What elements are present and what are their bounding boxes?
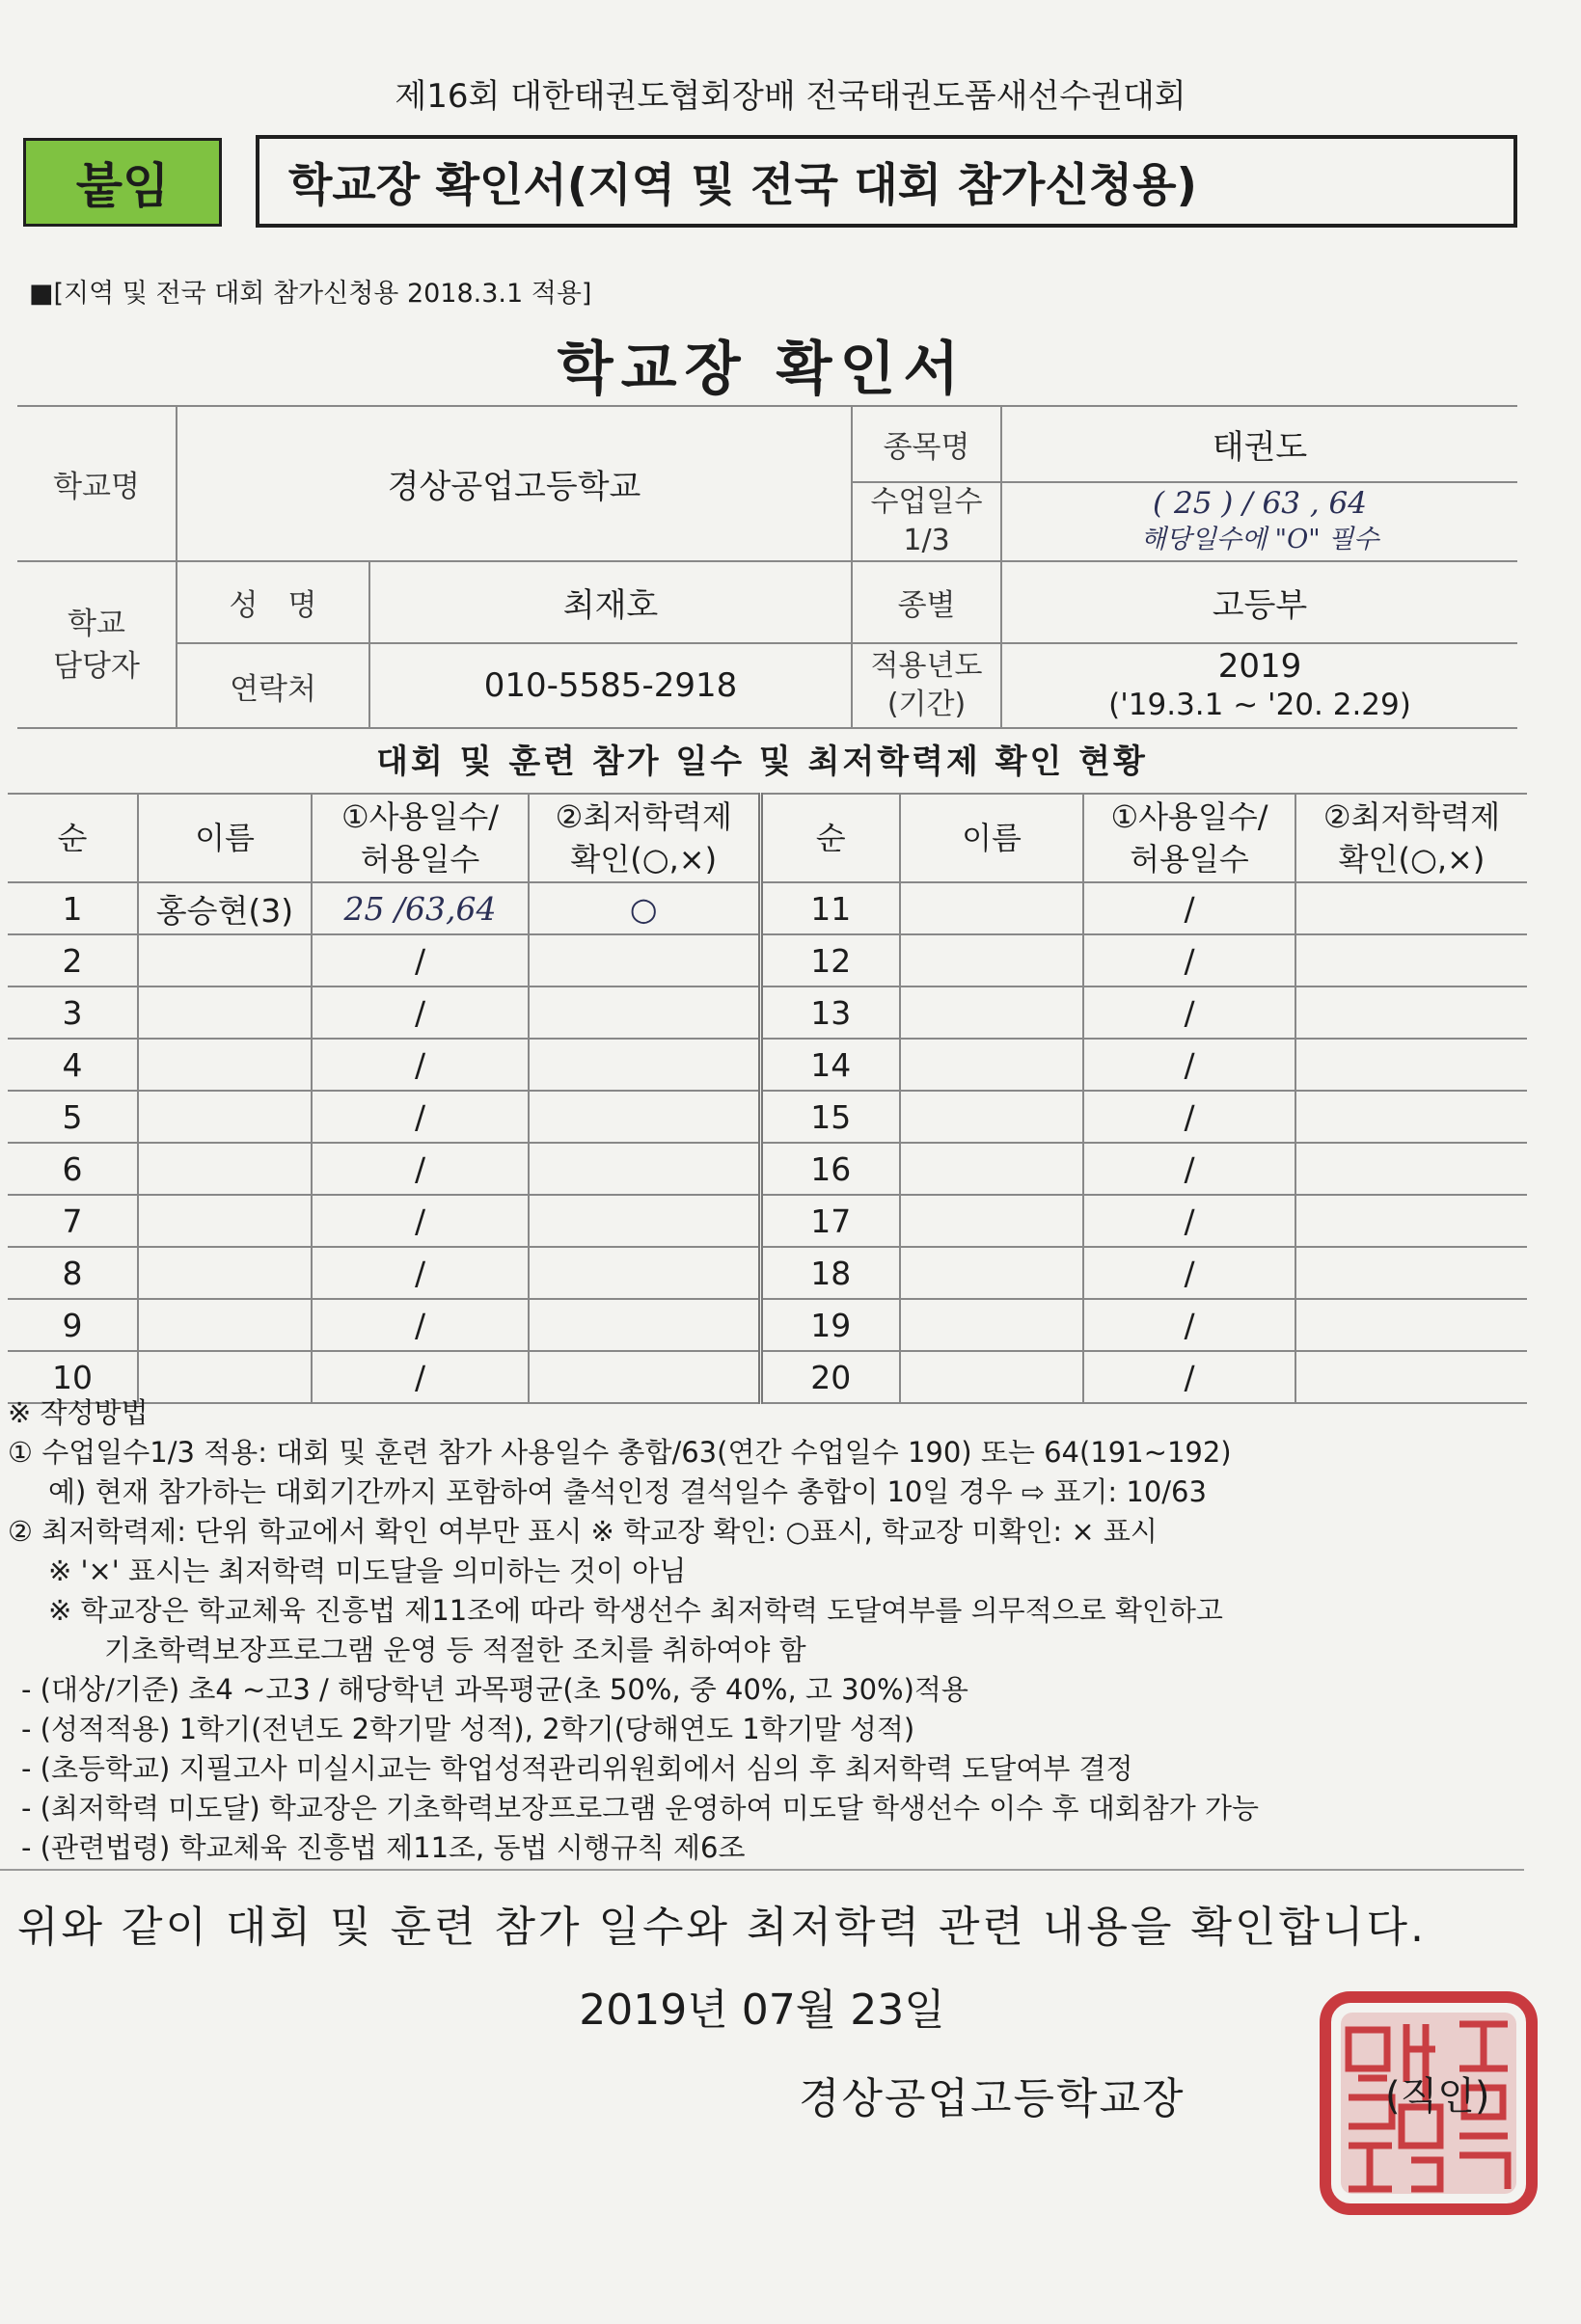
days-used: / bbox=[1083, 1299, 1295, 1351]
table-row bbox=[8, 934, 1527, 986]
row-number: 1 bbox=[8, 882, 138, 934]
row-number: 19 bbox=[760, 1299, 900, 1351]
roster-table bbox=[8, 793, 1527, 1404]
class-days-label bbox=[852, 482, 1001, 561]
min-academic-check bbox=[529, 1195, 760, 1247]
row-number: 10 bbox=[8, 1351, 138, 1403]
note-item: 예) 현재 참가하는 대회기간까지 포함하여 출석인정 결석일수 총합이 10일 경우 ⇨ 표기: 10/63 bbox=[48, 1475, 1207, 1508]
manager-name: 최재호 bbox=[369, 561, 852, 643]
row-number: 11 bbox=[760, 882, 900, 934]
divider bbox=[0, 1869, 1524, 1871]
days-used: / bbox=[1083, 1039, 1295, 1091]
class-days-value: ( 25 ) / 63 , 64 bbox=[1153, 486, 1367, 521]
student-name bbox=[900, 934, 1083, 986]
header-no-right: 순 bbox=[760, 794, 900, 882]
class-days-label-line1: 수업일수 bbox=[870, 485, 983, 519]
student-name bbox=[138, 1143, 312, 1195]
header-check-right-line2: 확인(○,×) bbox=[1338, 841, 1486, 878]
days-used: / bbox=[1083, 1143, 1295, 1195]
info-table bbox=[17, 405, 1517, 729]
note-item: - (성적적용) 1학기(전년도 2학기말 성적), 2학기(당해연도 1학기말 성적) bbox=[21, 1713, 915, 1745]
contact-label: 연락처 bbox=[177, 643, 369, 728]
manager-label-line2: 담당자 bbox=[53, 648, 140, 684]
row-number: 5 bbox=[8, 1091, 138, 1143]
days-used: / bbox=[1083, 1091, 1295, 1143]
event-title: 제16회 대한태권도협회장배 전국태권도품새선수권대회 bbox=[395, 77, 1186, 116]
days-used: / bbox=[1083, 986, 1295, 1039]
row-number: 13 bbox=[760, 986, 900, 1039]
row-number: 4 bbox=[8, 1039, 138, 1091]
note-item: 기초학력보장프로그램 운영 등 적절한 조치를 취하여야 함 bbox=[104, 1634, 806, 1666]
row-number: 2 bbox=[8, 934, 138, 986]
min-academic-check bbox=[1295, 1091, 1527, 1143]
confirmation-text: 위와 같이 대회 및 훈련 참가 일수와 최저학력 관련 내용을 확인합니다. bbox=[17, 1903, 1427, 1952]
year-value: 2019 bbox=[1217, 647, 1302, 686]
row-number: 8 bbox=[8, 1247, 138, 1299]
days-used: / bbox=[1083, 1247, 1295, 1299]
header-days-line2: 허용일수 bbox=[360, 841, 480, 878]
student-name bbox=[900, 1195, 1083, 1247]
class-days-cell bbox=[1001, 482, 1517, 561]
header-days-right bbox=[1083, 794, 1295, 882]
days-used: / bbox=[312, 1143, 529, 1195]
year-label-line2: (기간) bbox=[886, 688, 967, 721]
table-row bbox=[8, 882, 1527, 934]
row-number: 9 bbox=[8, 1299, 138, 1351]
table-row bbox=[8, 1143, 1527, 1195]
min-academic-check bbox=[1295, 1143, 1527, 1195]
student-name bbox=[900, 1247, 1083, 1299]
note-item: - (대상/기준) 초4 ~고3 / 해당학년 과목평균(초 50%, 중 40%, 고 30%)적용 bbox=[21, 1673, 968, 1706]
student-name bbox=[138, 986, 312, 1039]
days-used: / bbox=[1083, 934, 1295, 986]
student-name bbox=[138, 1195, 312, 1247]
principal-signature: 경상공업고등학교장 bbox=[799, 2074, 1186, 2123]
class-days-note: 해당일수에 "O" 필수 bbox=[1140, 525, 1379, 554]
min-academic-check bbox=[529, 1299, 760, 1351]
note-item: ① 수업일수1/3 적용: 대회 및 훈련 참가 사용일수 총합/63(연간 수업일수 190) 또는 64(191~192) bbox=[8, 1436, 1232, 1469]
header-check bbox=[529, 794, 760, 882]
issue-date: 2019년 07월 23일 bbox=[579, 1986, 945, 2035]
row-number: 14 bbox=[760, 1039, 900, 1091]
student-name bbox=[138, 1299, 312, 1351]
days-used: / bbox=[312, 1195, 529, 1247]
student-name bbox=[900, 1091, 1083, 1143]
attachment-badge: 붙임 bbox=[23, 138, 222, 227]
school-name: 경상공업고등학교 bbox=[177, 406, 852, 561]
note-item: - (최저학력 미도달) 학교장은 기초학력보장프로그램 운영하여 미도달 학생선수 이수 후 대회참가 가능 bbox=[21, 1792, 1260, 1824]
header-days bbox=[312, 794, 529, 882]
days-used: 25 /63,64 bbox=[312, 882, 529, 934]
year-label-line1: 적용년도 bbox=[870, 649, 983, 683]
min-academic-check bbox=[1295, 1195, 1527, 1247]
table-row bbox=[8, 1247, 1527, 1299]
header-check-line1: ②최저학력제 bbox=[555, 798, 732, 835]
days-used: / bbox=[312, 1039, 529, 1091]
event-label: 종목명 bbox=[852, 406, 1001, 482]
student-name bbox=[900, 1143, 1083, 1195]
days-used: / bbox=[312, 1247, 529, 1299]
document-title: 학교장 확인서 bbox=[557, 336, 968, 403]
header-check-right-line1: ②최저학력제 bbox=[1322, 798, 1501, 835]
section-title: 대회 및 훈련 참가 일수 및 최저학력제 확인 현황 bbox=[376, 743, 1148, 781]
min-academic-check bbox=[1295, 882, 1527, 934]
event-value: 태권도 bbox=[1001, 406, 1517, 482]
student-name bbox=[900, 882, 1083, 934]
class-days-label-line2: 1/3 bbox=[903, 524, 950, 557]
school-label: 학교명 bbox=[17, 406, 177, 561]
student-name bbox=[138, 1247, 312, 1299]
form-title: 학교장 확인서(지역 및 전국 대회 참가신청용) bbox=[288, 158, 1198, 212]
min-academic-check bbox=[529, 986, 760, 1039]
year-label bbox=[852, 643, 1001, 728]
manager-label-line1: 학교 bbox=[68, 606, 125, 641]
header-name-right: 이름 bbox=[900, 794, 1083, 882]
division-label: 종별 bbox=[852, 561, 1001, 643]
header-no: 순 bbox=[8, 794, 138, 882]
note-item: ② 최저학력제: 단위 학교에서 확인 여부만 표시 ※ 학교장 확인: ○표시, 학교장 미확인: × 표시 bbox=[8, 1515, 1158, 1548]
row-number: 6 bbox=[8, 1143, 138, 1195]
note-item: ※ '×' 표시는 최저학력 미도달을 의미하는 것이 아님 bbox=[48, 1554, 687, 1587]
student-name bbox=[900, 1039, 1083, 1091]
days-used: / bbox=[312, 1351, 529, 1403]
contact-value: 010-5585-2918 bbox=[369, 643, 852, 728]
row-number: 17 bbox=[760, 1195, 900, 1247]
min-academic-check bbox=[1295, 986, 1527, 1039]
row-number: 7 bbox=[8, 1195, 138, 1247]
header-check-right bbox=[1295, 794, 1527, 882]
student-name bbox=[138, 1091, 312, 1143]
student-name bbox=[138, 1039, 312, 1091]
apply-note: ■[지역 및 전국 대회 참가신청용 2018.3.1 적용] bbox=[29, 279, 592, 309]
header-check-line2: 확인(○,×) bbox=[570, 841, 718, 878]
min-academic-check bbox=[529, 1247, 760, 1299]
days-used: / bbox=[312, 1299, 529, 1351]
table-row bbox=[8, 1039, 1527, 1091]
days-used: / bbox=[1083, 882, 1295, 934]
student-name bbox=[900, 986, 1083, 1039]
row-number: 18 bbox=[760, 1247, 900, 1299]
student-name: 홍승현(3) bbox=[138, 882, 312, 934]
min-academic-check bbox=[1295, 934, 1527, 986]
min-academic-check bbox=[529, 1143, 760, 1195]
days-used: / bbox=[312, 1091, 529, 1143]
min-academic-check bbox=[529, 1039, 760, 1091]
min-academic-check: ○ bbox=[529, 882, 760, 934]
days-used: / bbox=[312, 986, 529, 1039]
seal-label: (직인) bbox=[1385, 2074, 1490, 2119]
table-row bbox=[8, 986, 1527, 1039]
min-academic-check bbox=[1295, 1039, 1527, 1091]
form-title-box bbox=[256, 135, 1517, 228]
header-days-right-line2: 허용일수 bbox=[1130, 841, 1249, 878]
table-row bbox=[8, 1195, 1527, 1247]
days-used: / bbox=[1083, 1195, 1295, 1247]
year-cell bbox=[1001, 643, 1517, 728]
table-row bbox=[8, 1299, 1527, 1351]
header-days-line1: ①사용일수/ bbox=[341, 798, 500, 835]
row-number: 16 bbox=[760, 1143, 900, 1195]
row-number: 20 bbox=[760, 1351, 900, 1403]
days-used: / bbox=[312, 934, 529, 986]
row-number: 12 bbox=[760, 934, 900, 986]
year-period: ('19.3.1 ~ '20. 2.29) bbox=[1108, 688, 1411, 722]
notes-heading: ※ 작성방법 bbox=[8, 1396, 149, 1429]
min-academic-check bbox=[1295, 1299, 1527, 1351]
student-name bbox=[900, 1299, 1083, 1351]
student-name bbox=[138, 934, 312, 986]
note-item: - (관련법령) 학교체육 진흥법 제11조, 동법 시행규칙 제6조 bbox=[21, 1831, 746, 1864]
min-academic-check bbox=[1295, 1247, 1527, 1299]
note-item: - (초등학교) 지필고사 미실시교는 학업성적관리위원회에서 심의 후 최저학력 도달여부 결정 bbox=[21, 1752, 1133, 1785]
header-days-right-line1: ①사용일수/ bbox=[1110, 798, 1268, 835]
min-academic-check bbox=[529, 934, 760, 986]
table-row bbox=[8, 1091, 1527, 1143]
row-number: 3 bbox=[8, 986, 138, 1039]
row-number: 15 bbox=[760, 1091, 900, 1143]
division-value: 고등부 bbox=[1001, 561, 1517, 643]
header-name: 이름 bbox=[138, 794, 312, 882]
name-label: 성 명 bbox=[177, 561, 369, 643]
writing-instructions bbox=[8, 1393, 1537, 1868]
note-item: ※ 학교장은 학교체육 진흥법 제11조에 따라 학생선수 최저학력 도달여부를 의무적으로 확인하고 bbox=[48, 1594, 1223, 1627]
min-academic-check bbox=[529, 1091, 760, 1143]
days-used: / bbox=[1083, 1351, 1295, 1403]
manager-label bbox=[17, 561, 177, 728]
